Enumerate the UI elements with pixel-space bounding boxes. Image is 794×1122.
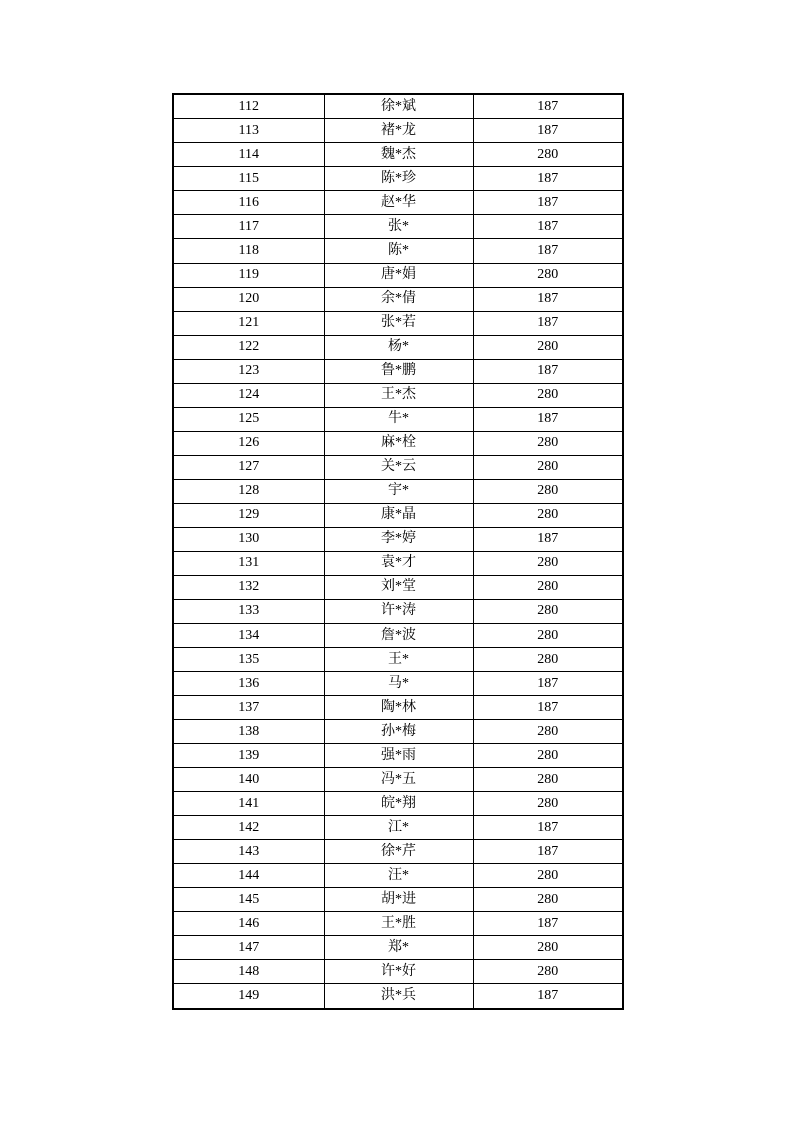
table-row: [173, 407, 623, 431]
table-row: [173, 936, 623, 960]
cell-amount: 187: [473, 984, 623, 1009]
table-row: [173, 551, 623, 575]
table-row: [173, 119, 623, 143]
cell-index: 129: [173, 503, 324, 527]
cell-index: 121: [173, 311, 324, 335]
cell-index: 135: [173, 648, 324, 672]
table-row: [173, 575, 623, 599]
table-row: [173, 527, 623, 551]
cell-name: 麻*栓: [324, 431, 473, 455]
cell-index: 123: [173, 359, 324, 383]
cell-amount: 280: [473, 551, 623, 575]
cell-name: 孙*梅: [324, 720, 473, 744]
cell-amount: 280: [473, 792, 623, 816]
cell-name: 许*好: [324, 960, 473, 984]
cell-index: 147: [173, 936, 324, 960]
cell-index: 144: [173, 864, 324, 888]
cell-name: 冯*五: [324, 768, 473, 792]
cell-name: 江*: [324, 816, 473, 840]
cell-name: 张*若: [324, 311, 473, 335]
cell-index: 120: [173, 287, 324, 311]
cell-index: 118: [173, 239, 324, 263]
cell-name: 王*杰: [324, 383, 473, 407]
table-row: [173, 696, 623, 720]
cell-name: 徐*斌: [324, 94, 473, 119]
cell-index: 128: [173, 479, 324, 503]
cell-index: 149: [173, 984, 324, 1009]
cell-name: 许*涛: [324, 599, 473, 623]
table-row: [173, 792, 623, 816]
table-row: [173, 888, 623, 912]
cell-amount: 187: [473, 311, 623, 335]
cell-amount: 280: [473, 143, 623, 167]
cell-name: 马*: [324, 672, 473, 696]
cell-index: 137: [173, 696, 324, 720]
cell-name: 强*雨: [324, 744, 473, 768]
cell-name: 康*晶: [324, 503, 473, 527]
cell-index: 148: [173, 960, 324, 984]
table-row: [173, 191, 623, 215]
table-row: [173, 744, 623, 768]
cell-amount: 280: [473, 263, 623, 287]
cell-name: 袁*才: [324, 551, 473, 575]
cell-index: 146: [173, 912, 324, 936]
cell-amount: 280: [473, 936, 623, 960]
cell-name: 胡*进: [324, 888, 473, 912]
table-row: [173, 335, 623, 359]
cell-amount: 280: [473, 744, 623, 768]
cell-index: 115: [173, 167, 324, 191]
cell-name: 魏*杰: [324, 143, 473, 167]
cell-index: 133: [173, 599, 324, 623]
table-row: [173, 455, 623, 479]
cell-name: 陈*珍: [324, 167, 473, 191]
cell-name: 徐*芹: [324, 840, 473, 864]
roster-table-body: [173, 94, 623, 1009]
table-row: [173, 143, 623, 167]
cell-index: 140: [173, 768, 324, 792]
cell-index: 114: [173, 143, 324, 167]
table-row: [173, 263, 623, 287]
cell-name: 鲁*鹏: [324, 359, 473, 383]
cell-name: 褚*龙: [324, 119, 473, 143]
roster-table: [172, 93, 624, 1010]
cell-amount: 187: [473, 191, 623, 215]
cell-amount: 187: [473, 239, 623, 263]
cell-amount: 187: [473, 287, 623, 311]
table-row: [173, 840, 623, 864]
cell-amount: 187: [473, 696, 623, 720]
cell-name: 唐*娟: [324, 263, 473, 287]
table-row: [173, 648, 623, 672]
cell-name: 关*云: [324, 455, 473, 479]
cell-amount: 280: [473, 864, 623, 888]
cell-amount: 187: [473, 527, 623, 551]
cell-name: 詹*波: [324, 623, 473, 647]
cell-amount: 280: [473, 888, 623, 912]
cell-amount: 280: [473, 960, 623, 984]
cell-index: 145: [173, 888, 324, 912]
cell-name: 郑*: [324, 936, 473, 960]
cell-amount: 187: [473, 672, 623, 696]
table-row: [173, 599, 623, 623]
cell-amount: 187: [473, 840, 623, 864]
cell-amount: 280: [473, 335, 623, 359]
table-row: [173, 623, 623, 647]
table-row: [173, 479, 623, 503]
cell-index: 136: [173, 672, 324, 696]
cell-amount: 280: [473, 599, 623, 623]
table-row: [173, 311, 623, 335]
cell-amount: 280: [473, 648, 623, 672]
cell-amount: 187: [473, 912, 623, 936]
cell-amount: 187: [473, 407, 623, 431]
cell-name: 王*: [324, 648, 473, 672]
cell-amount: 187: [473, 167, 623, 191]
table-row: [173, 864, 623, 888]
table-row: [173, 167, 623, 191]
cell-name: 陶*林: [324, 696, 473, 720]
cell-index: 142: [173, 816, 324, 840]
cell-index: 124: [173, 383, 324, 407]
cell-index: 130: [173, 527, 324, 551]
cell-index: 143: [173, 840, 324, 864]
table-row: [173, 431, 623, 455]
cell-name: 陈*: [324, 239, 473, 263]
cell-name: 汪*: [324, 864, 473, 888]
cell-index: 126: [173, 431, 324, 455]
cell-amount: 280: [473, 503, 623, 527]
table-row: [173, 816, 623, 840]
cell-index: 122: [173, 335, 324, 359]
cell-amount: 280: [473, 455, 623, 479]
cell-index: 116: [173, 191, 324, 215]
cell-index: 141: [173, 792, 324, 816]
cell-amount: 280: [473, 575, 623, 599]
cell-index: 112: [173, 94, 324, 119]
cell-amount: 280: [473, 623, 623, 647]
table-row: [173, 768, 623, 792]
cell-name: 牛*: [324, 407, 473, 431]
cell-amount: 187: [473, 816, 623, 840]
cell-name: 李*婷: [324, 527, 473, 551]
table-row: [173, 672, 623, 696]
cell-name: 赵*华: [324, 191, 473, 215]
cell-amount: 280: [473, 720, 623, 744]
cell-index: 127: [173, 455, 324, 479]
cell-index: 134: [173, 623, 324, 647]
cell-name: 刘*堂: [324, 575, 473, 599]
cell-index: 138: [173, 720, 324, 744]
cell-name: 余*倩: [324, 287, 473, 311]
cell-name: 张*: [324, 215, 473, 239]
table-row: [173, 215, 623, 239]
table-row: [173, 94, 623, 119]
cell-amount: 187: [473, 215, 623, 239]
table-row: [173, 720, 623, 744]
cell-amount: 280: [473, 383, 623, 407]
table-row: [173, 287, 623, 311]
cell-index: 113: [173, 119, 324, 143]
cell-index: 139: [173, 744, 324, 768]
cell-amount: 280: [473, 431, 623, 455]
table-row: [173, 984, 623, 1009]
cell-amount: 280: [473, 768, 623, 792]
cell-name: 洪*兵: [324, 984, 473, 1009]
cell-name: 宇*: [324, 479, 473, 503]
cell-amount: 187: [473, 359, 623, 383]
cell-name: 杨*: [324, 335, 473, 359]
table-row: [173, 503, 623, 527]
cell-name: 王*胜: [324, 912, 473, 936]
cell-amount: 280: [473, 479, 623, 503]
table-row: [173, 239, 623, 263]
table-row: [173, 383, 623, 407]
table-row: [173, 359, 623, 383]
table-row: [173, 912, 623, 936]
cell-amount: 187: [473, 119, 623, 143]
cell-name: 皖*翔: [324, 792, 473, 816]
cell-index: 131: [173, 551, 324, 575]
cell-amount: 187: [473, 94, 623, 119]
table-row: [173, 960, 623, 984]
cell-index: 132: [173, 575, 324, 599]
cell-index: 119: [173, 263, 324, 287]
cell-index: 117: [173, 215, 324, 239]
cell-index: 125: [173, 407, 324, 431]
